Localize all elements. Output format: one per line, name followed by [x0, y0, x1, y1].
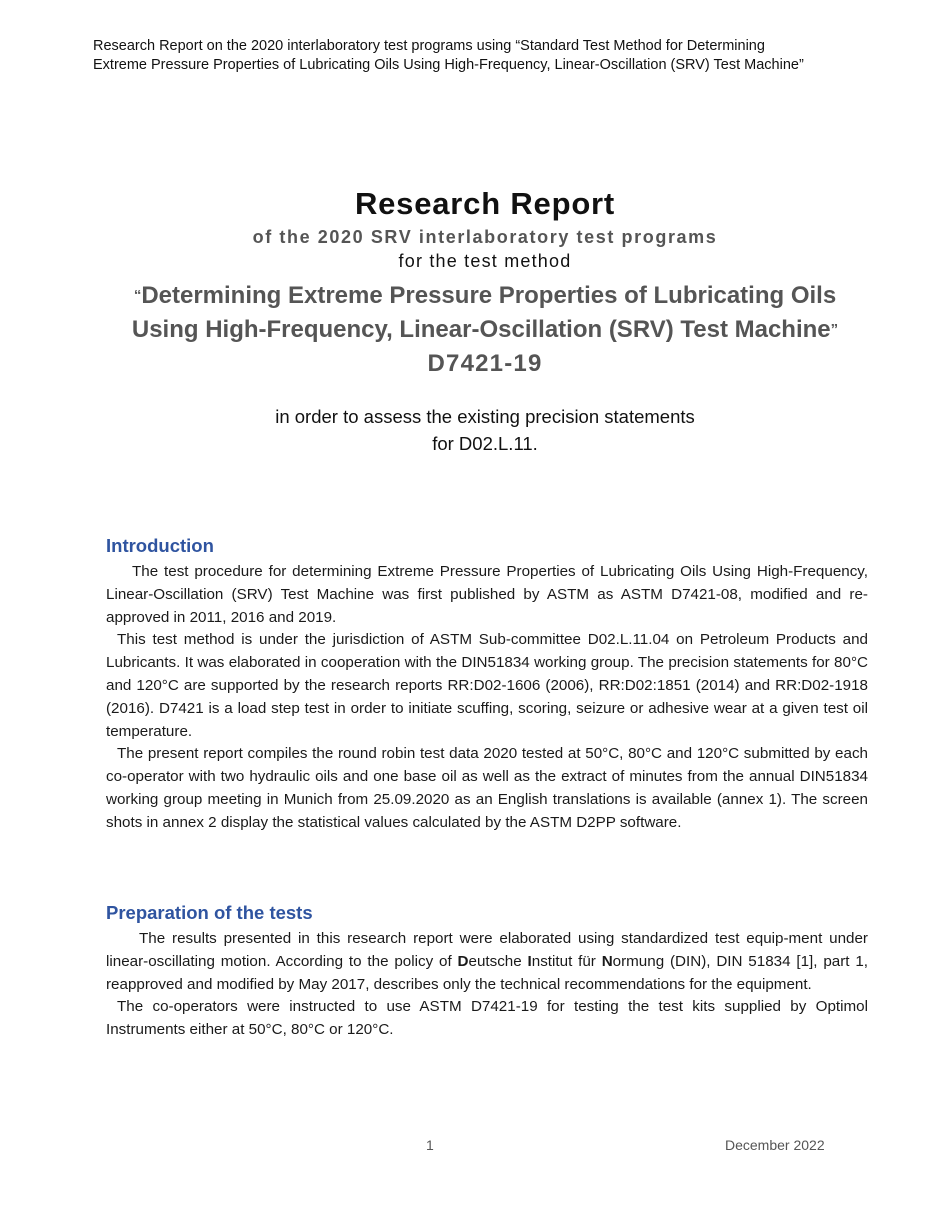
introduction-heading: Introduction — [106, 535, 214, 556]
preparation-section — [106, 900, 868, 1042]
introduction-section — [106, 533, 868, 835]
running-header-line-1: Research Report on the 2020 interlaboratory test programs using “Standard Test Method for Determining — [93, 38, 765, 54]
document-title: Research Report — [354, 186, 616, 221]
standard-code: D7421-19 — [427, 350, 543, 377]
document-subtitle: of the 2020 SRV interlaboratory test programs — [252, 227, 718, 247]
title-block — [0, 185, 950, 457]
preparation-paragraph-2: The co-operators were instructed to use ASTM D7421-19 for testing the test kits supplied by Optimol Instruments either at 50°C, 80°C or 120°C. — [106, 998, 868, 1039]
test-method-title-line-2: Using High-Frequency, Linear-Oscillation (SRV) Test Machine” — [131, 316, 839, 343]
test-method-title-line-1: “Determining Extreme Pressure Properties of Lubricating Oils — [133, 282, 837, 309]
test-method-caption: for the test method — [398, 251, 572, 271]
test-method-title — [0, 279, 950, 347]
close-quote: ” — [830, 321, 839, 338]
page-number: 1 — [426, 1137, 434, 1153]
footer-date: December 2022 — [725, 1137, 825, 1153]
running-header-line-2: Extreme Pressure Properties of Lubricating Oils Using High-Frequency, Linear-Oscillation (SRV) Test Machine” — [93, 57, 804, 73]
introduction-paragraph-1: The test procedure for determining Extreme Pressure Properties of Lubricating Oils Using High-Frequency, Linear-Oscillation (SRV) Test Machine was first published by ASTM as ASTM D7421-08, modified and re-approved in 2011, 2016 and 2019. — [106, 563, 868, 626]
purpose-statement: in order to assess the existing precision statements for D02.L.11. — [275, 406, 695, 454]
introduction-paragraph-3: The present report compiles the round robin test data 2020 tested at 50°C, 80°C and 120°C submitted by each co-operator with two hydraulic oils and one base oil as well as the extract of minutes from the annual DIN51834 working group meeting in Munich from 25.09.2020 as an English translations is available (annex 1). The screen shots in annex 2 display the statistical values calculated by the ASTM D2PP software. — [106, 745, 868, 831]
open-quote: “ — [133, 287, 142, 304]
introduction-paragraph-2: This test method is under the jurisdiction of ASTM Sub-committee D02.L.11.04 on Petroleum Products and Lubricants. It was elaborated in cooperation with the DIN51834 working group. The precision statements for 80°C and 120°C are supported by the research reports RR:D02-1606 (2006), RR:D02:1851 (2014) and RR:D02-1918 (2016). D7421 is a load step test in order to initiate scuffing, scoring, seizure or adhesive wear at a given test oil temperature. — [106, 631, 868, 740]
preparation-paragraph-1: The results presented in this research report were elaborated using standardized test equip-ment under linear-oscillating motion. According to the policy of Deutsche Institut für Normung (DIN), DIN 51834 [1], part 1, reapproved and modified by May 2017, describes only the technical recommendations for the equipment. — [106, 930, 868, 993]
running-header — [93, 37, 873, 75]
preparation-heading: Preparation of the tests — [106, 902, 313, 923]
